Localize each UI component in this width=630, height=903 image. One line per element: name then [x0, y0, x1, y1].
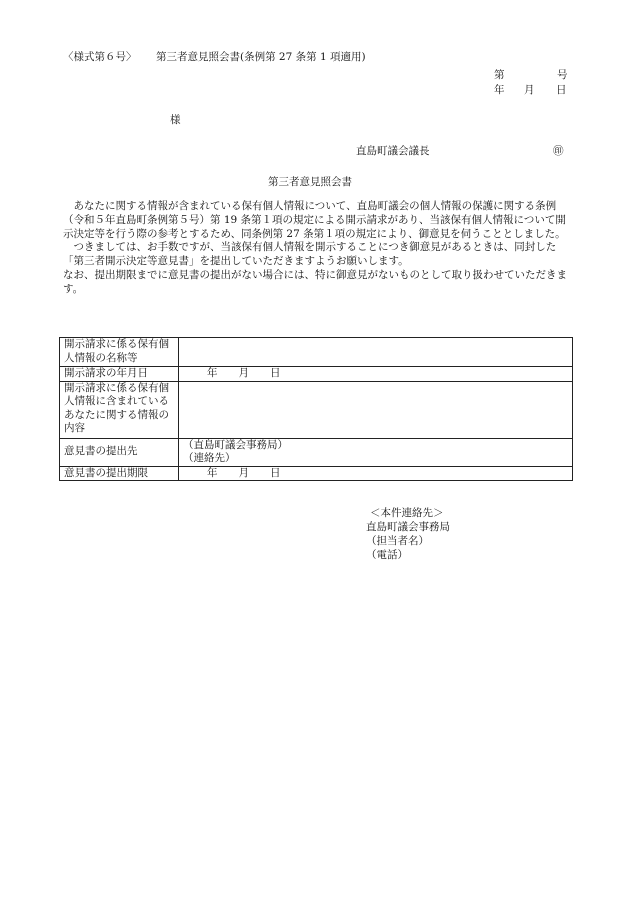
- table-label: 開示請求に係る保有個人情報に含まれているあなたに関する情報の内容: [60, 381, 179, 438]
- table-value: [179, 338, 573, 367]
- sender-name: 直島町議会議長: [356, 145, 430, 157]
- date-month: 月: [524, 84, 535, 96]
- contact-block: [366, 506, 450, 562]
- contact-office: 直島町議会事務局: [366, 521, 450, 533]
- body-text: [63, 200, 573, 297]
- table-value: [179, 438, 573, 466]
- table-label: 意見書の提出期限: [60, 466, 179, 481]
- body-paragraph-2: つきましては、お手数ですが、当該保有個人情報を開示することにつき御意見があるときは、同封した「第三者開示決定等意見書」を提出していただきますようお願いします。: [63, 241, 557, 268]
- body-paragraph-3: なお、提出期限までに意見書の提出がない場合には、特に御意見がないものとして取り扱わせていただきます。: [63, 268, 567, 295]
- doc-number-prefix: 第: [494, 69, 505, 81]
- contact-person: （担当者名）: [366, 535, 429, 547]
- table-value: [179, 381, 573, 438]
- form-number: 〈様式第６号〉: [63, 51, 137, 63]
- table-label: 意見書の提出先: [60, 438, 179, 466]
- date-year: 年: [494, 84, 505, 96]
- submission-office: （直島町議会事務局）: [183, 438, 288, 451]
- submission-contact: （連絡先）: [183, 452, 236, 465]
- body-paragraph-1: あなたに関する情報が含まれている保有個人情報について、直島町議会の個人情報の保護に関する条例（令和５年直島町条例第５号）第 19 条第１項の規定による開示請求があり、当該保有個人情報について開示決定等を行う際の参考とするため、同条例第 27 条第１項の規定により、御意見を伺うこととしました。: [63, 200, 566, 240]
- doc-number-suffix: 号: [557, 69, 568, 81]
- document-title: 第三者意見照会書: [268, 176, 352, 188]
- contact-heading: ＜本件連絡先＞: [370, 507, 444, 519]
- form-title: 第三者意見照会書(条例第 27 条第 1 項適用): [156, 51, 366, 63]
- table-row: [60, 338, 573, 367]
- table-row: [60, 466, 573, 481]
- info-table: [59, 337, 573, 481]
- seal-mark: ㊞: [553, 145, 564, 157]
- table-row: [60, 438, 573, 466]
- table-row: [60, 367, 573, 382]
- table-value: 年 月 日: [179, 466, 573, 481]
- addressee-honorific: 様: [170, 114, 181, 126]
- date-day: 日: [556, 84, 567, 96]
- table-label: 開示請求に係る保有個人情報の名称等: [60, 338, 179, 367]
- table-value: 年 月 日: [179, 367, 573, 382]
- table-label: 開示請求の年月日: [60, 367, 179, 382]
- contact-phone: （電話）: [366, 549, 408, 561]
- table-row: [60, 381, 573, 438]
